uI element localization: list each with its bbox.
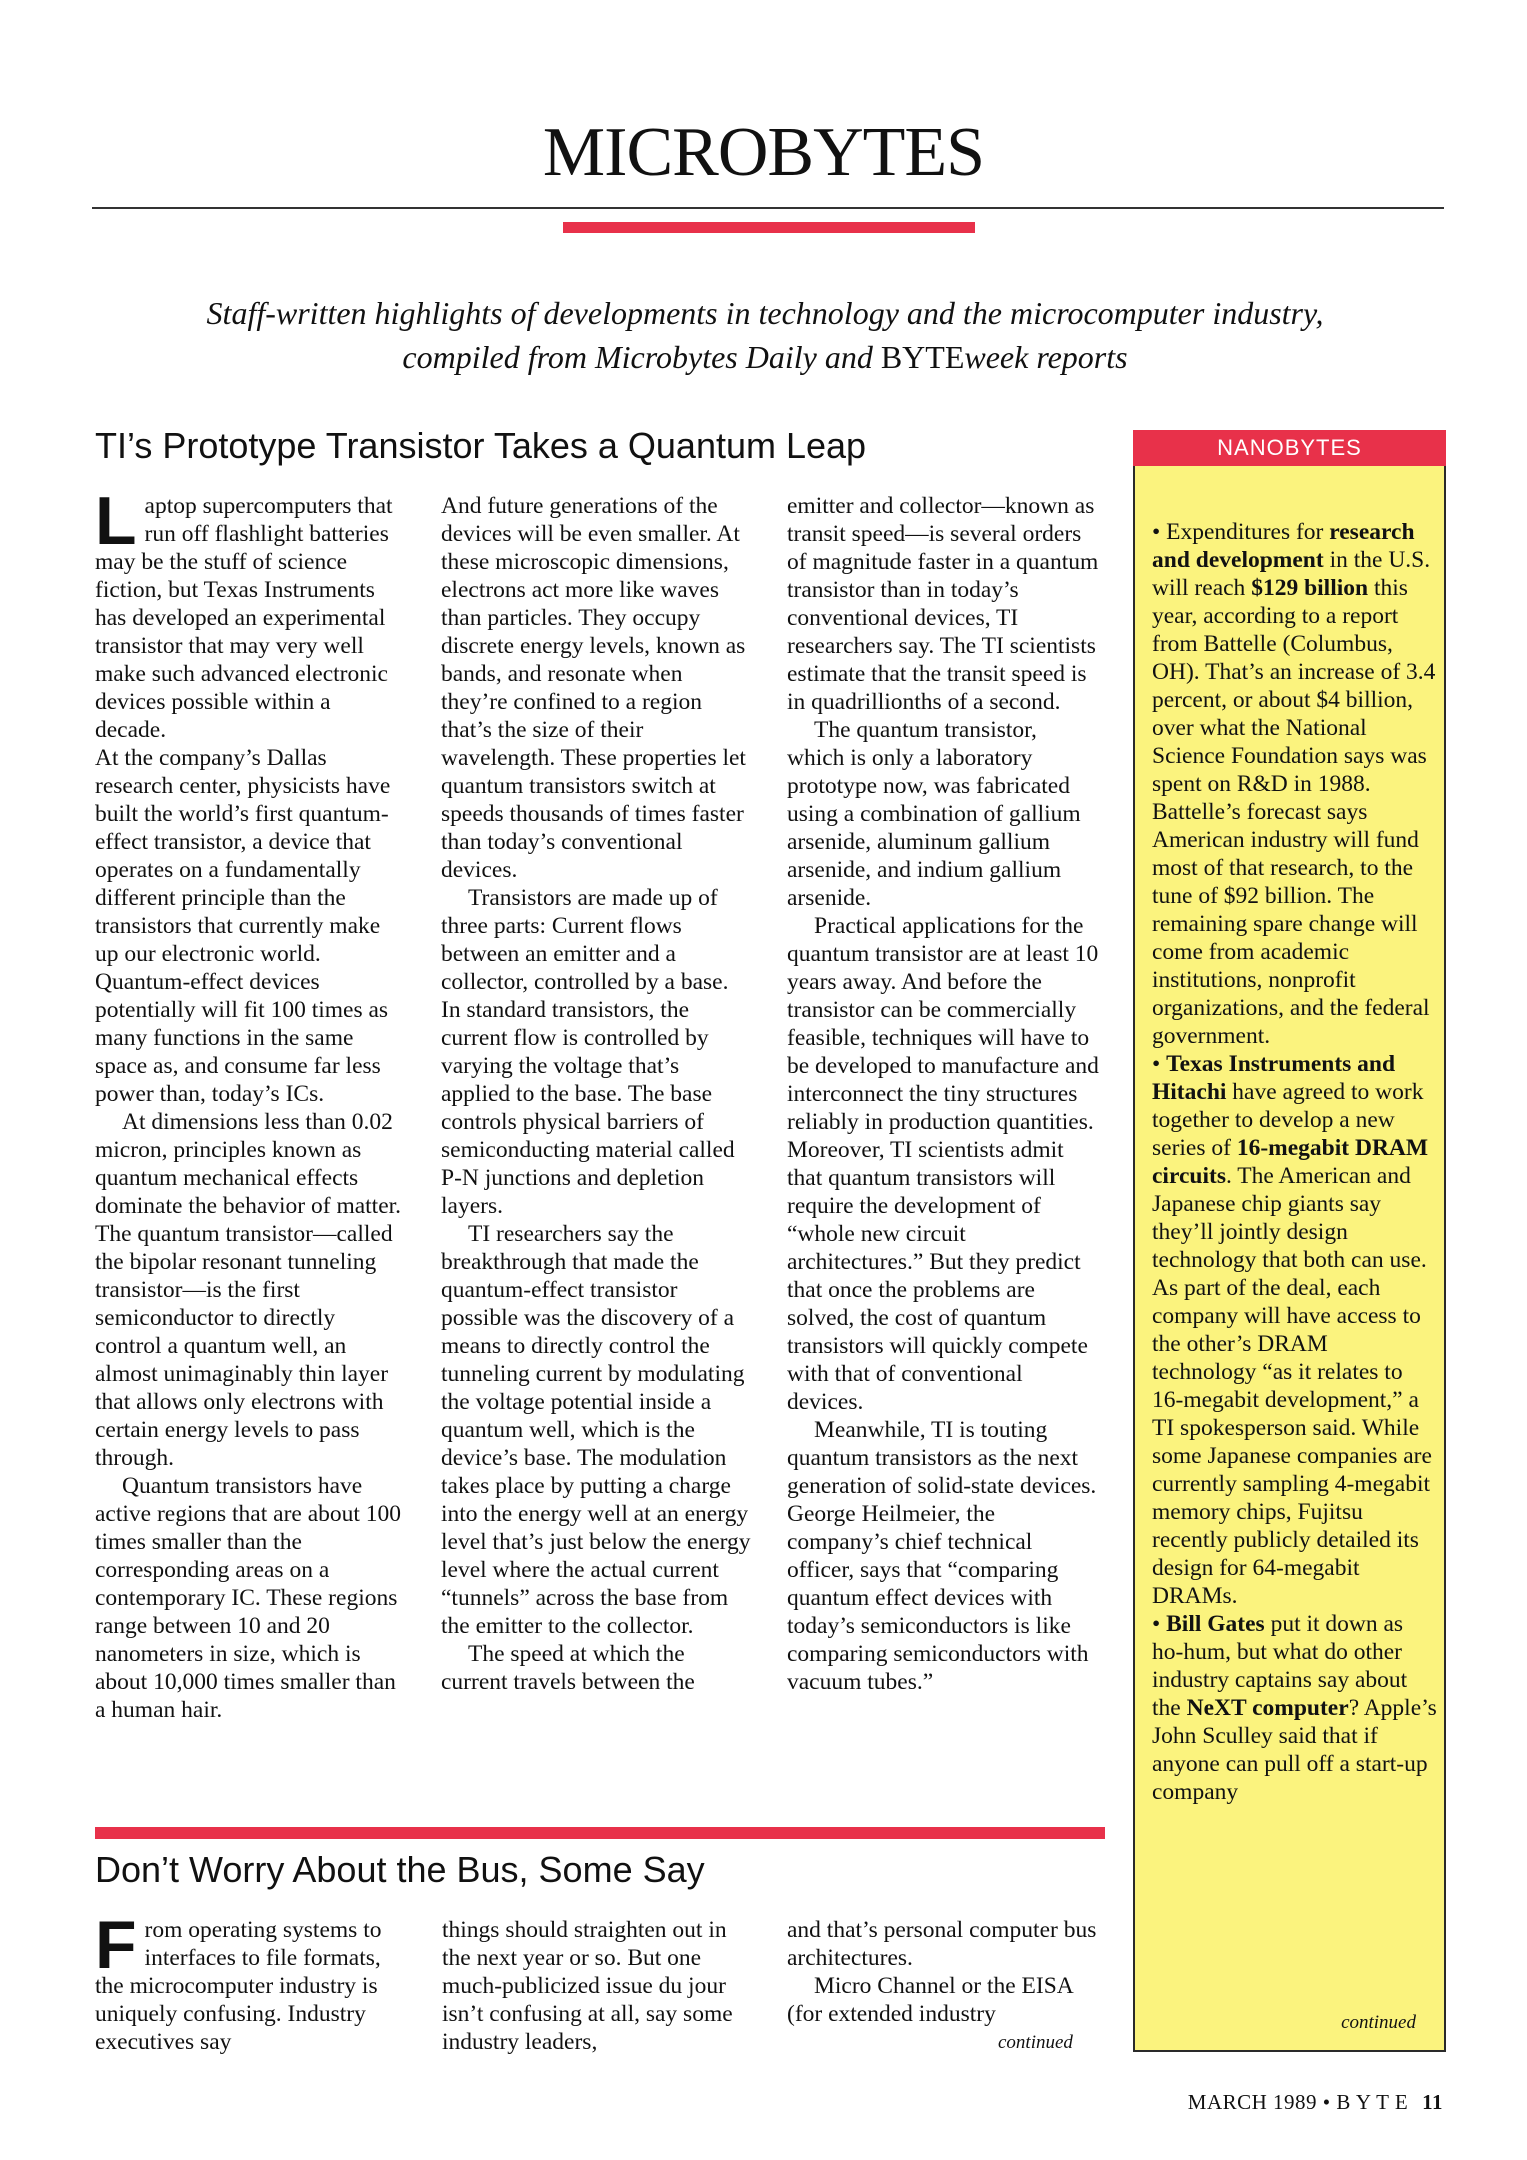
article-paragraph: And future generations of the devices will be even smaller. At these microscopic dimensions, electrons act more like waves than particles. They occupy discrete energy levels, known as bands, and resonate when they’re confined to a region that’s the size of their wavelength. These properties let quantum transistors switch at speeds thousands of times faster than today’s conventional devices. [441,493,746,883]
sidebar-body [1152,518,1437,1806]
article-paragraph: The quantum transistor, which is only a laboratory prototype now, was fabricated using a combination of gallium arsenide, aluminum gallium arsenide, and indium gallium arsenide. [787,717,1081,911]
nanobytes-sidebar [1133,430,1446,2052]
article1-column-2 [441,492,753,1696]
article1-column-1 [95,483,407,1724]
article-paragraph: At dimensions less than 0.02 micron, principles known as quantum mechanical effects dominate the behavior of matter. The quantum transistor—called the bipolar resonant tunneling transistor—is the first semiconductor to directly control a quantum well, an almost unimaginably thin layer that allows only electrons with certain energy levels to pass through. [95,1109,402,1471]
section-intro [120,291,1410,379]
article-paragraph: TI researchers say the breakthrough that made the quantum-effect transistor possible was the discovery of a means to directly control the tunneling current by modulating the voltage potential inside a quantum well, which is the device’s base. The modulation takes place by putting a charge into the energy well at an energy level that’s just below the energy level where the actual current “tunnels” across the base from the emitter to the collector. [441,1221,751,1639]
article2-column-2 [442,1916,754,2056]
continued-note: continued [998,2032,1073,2053]
article-headline-transistor: TI’s Prototype Transistor Takes a Quantum Leap [95,425,867,466]
nanobyte-item: • Texas Instruments and Hitachi have agreed to work together to develop a new series of 16-megabit DRAM circuits. The American and Japanese chip giants say they’ll jointly design technology that both can use. As part of the deal, each company will have access to the other’s DRAM technology “as it relates to 16-megabit development,” a TI spokesperson said. While some Japanese companies are currently sampling 4-megabit memory chips, Fujitsu recently publicly detailed its design for 64-megabit DRAMs. [1152,1051,1432,1609]
article-paragraph: Transistors are made up of three parts: Current flows between an emitter and a collector, controlled by a base. In standard transistors, the current flow is controlled by varying the voltage that’s applied to the base. The base controls physical barriers of semiconducting material called P-N junctions and depletion layers. [441,885,735,1219]
article-divider-bar [95,1827,1105,1839]
article-paragraph: emitter and collector—known as transit speed—is several orders of magnitude faster in a quantum transistor than in today’s conventional devices, TI researchers say. The TI scientists estimate that the transit speed is in quadrillionths of a second. [787,493,1099,715]
continued-note: continued [1341,2012,1416,2033]
article-paragraph: Meanwhile, TI is touting quantum transistors as the next generation of solid-state devices. George Heilmeier, the company’s chief technical officer, says that “comparing quantum effect devices with today’s semiconductors is like comparing semiconductors with vacuum tubes.” [787,1417,1097,1695]
nanobyte-item: • Expenditures for research and development in the U.S. will reach $129 billion this year, according to a report from Battelle (Columbus, OH). That’s an increase of 3.4 percent, or about $4 billion, over what the National Science Foundation says was spent on R&D in 1988. Battelle’s forecast says American industry will fund most of that research, to the tune of $92 billion. The remaining spare change will come from academic institutions, nonprofit organizations, and the federal government. [1152,519,1436,1049]
intro-line-2: compiled from Microbytes Daily and BYTEweek reports [402,339,1128,375]
drop-cap: L [95,483,137,559]
page-number: 11 [1422,2090,1443,2114]
article-paragraph: At the company’s Dallas research center, physicists have built the world’s first quantum-effect transistor, a device that operates on a fundamentally different principle than the transistors that currently make up our electronic world. Quantum-effect devices potentially will fit 100 times as many functions in the same space as, and consume far less power than, today’s ICs. [95,745,391,1107]
article-paragraph: Micro Channel or the EISA (for extended industry [787,1973,1073,2027]
article-paragraph: Practical applications for the quantum transistor are at least 10 years away. And before the transistor can be commercially feasible, techniques will have to be developed to manufacture and interconnect the tiny structures reliably in production quantities. Moreover, TI scientists admit that quantum transistors will require the development of “whole new circuit architectures.” But they predict that once the problems are solved, the cost of quantum transistors will quickly compete with that of conventional devices. [787,913,1099,1415]
nanobyte-item: • Bill Gates put it down as ho-hum, but what do other industry captains say about the NeXT computer? Apple’s John Sculley said that if anyone can pull off a start-up company [1152,1611,1437,1805]
masthead-rule [92,207,1444,209]
article-paragraph: and that’s personal computer bus architectures. [787,1917,1097,1971]
page-footer [1188,2090,1443,2115]
article-paragraph: things should straighten out in the next year or so. But one much-publicized issue du jour isn’t confusing at all, say some industry leaders, [442,1917,733,2055]
article2-column-1 [95,1907,407,2056]
masthead-accent-bar [563,222,975,233]
sidebar-header: NANOBYTES [1133,430,1446,466]
article-paragraph: The speed at which the current travels between the [441,1641,695,1695]
article2-column-3 [787,1916,1099,2028]
drop-cap: F [95,1907,137,1983]
article1-column-3 [787,492,1099,1696]
article-paragraph: Laptop supercomputers that run off flashlight batteries may be the stuff of science fiction, but Texas Instruments has developed an experimental transistor that may very well make such advanced electronic devices possible within a decade. [95,483,393,743]
masthead-title: MICROBYTES [542,114,985,191]
intro-line-1: Staff-written highlights of developments in technology and the microcomputer industry, [206,295,1324,331]
article-paragraph: Quantum transistors have active regions that are about 100 times smaller than the corresponding areas on a contemporary IC. These regions range between 10 and 20 nanometers in size, which is about 10,000 times smaller than a human hair. [95,1473,402,1723]
article-paragraph: From operating systems to interfaces to file formats, the microcomputer industry is uniquely confusing. Industry executives say [95,1907,382,2055]
issue-label: MARCH 1989 • B Y T E [1187,2090,1409,2114]
article-headline-bus: Don’t Worry About the Bus, Some Say [95,1849,705,1890]
